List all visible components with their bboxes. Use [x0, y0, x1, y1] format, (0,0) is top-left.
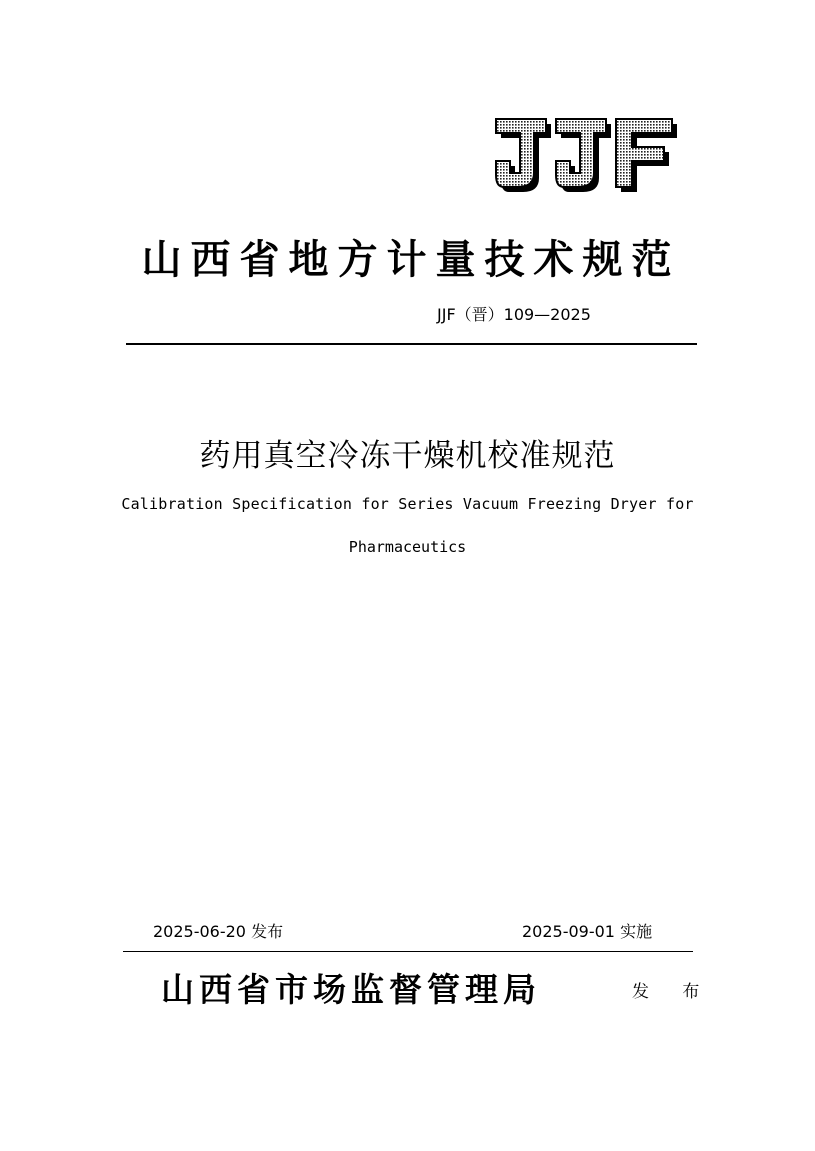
- document-title-en-line2: Pharmaceutics: [348, 538, 467, 556]
- header-divider: [126, 343, 697, 345]
- footer-divider: [123, 951, 693, 952]
- publish-label: 发 布: [632, 982, 714, 1002]
- effective-date: 2025-09-01 实施: [522, 922, 653, 941]
- jjf-logo: [494, 115, 684, 195]
- document-title-en-line1: Calibration Specification for Series Vacuum Freezing Dryer for: [121, 495, 694, 513]
- issuer-title: 山西省地方计量技术规范: [141, 236, 681, 283]
- document-title-zh: 药用真空冷冻干燥机校准规范: [199, 438, 616, 474]
- jjf-logo-icon: [494, 115, 684, 195]
- standard-number: JJF（晋）109—2025: [437, 305, 591, 324]
- publisher-name: 山西省市场监督管理局: [161, 970, 541, 1009]
- issue-date: 2025-06-20 发布: [153, 922, 284, 941]
